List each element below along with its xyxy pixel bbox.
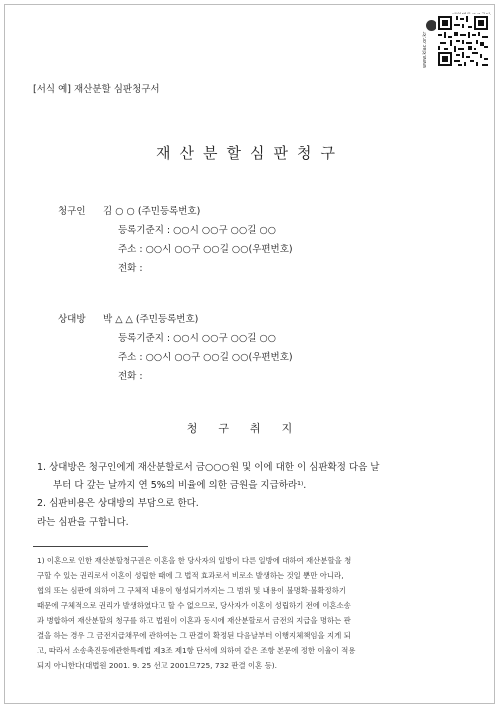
respondent-name: 박 △ △ (주민등록번호) [103, 314, 199, 325]
footnote-line-2: 구할 수 있는 권리로서 이혼이 성립한 때에 그 법적 효과로서 비로소 발생하는 것일 뿐만 아니라, [37, 571, 344, 580]
qr-code-icon [436, 14, 490, 68]
claimant-registered-address: 등록기준지 : ○○시 ○○구 ○○길 ○○ [118, 225, 277, 236]
claimant-name: 김 ○ ○ (주민등록번호) [103, 206, 201, 217]
footnote-line-7: 고, 따라서 소송촉진등에관한특례법 제3조 제1항 단서에 의하여 같은 조항 본문에 정한 이율이 적용 [37, 646, 356, 655]
respondent-registered-address: 등록기준지 : ○○시 ○○구 ○○길 ○○ [118, 333, 277, 344]
respondent-address: 주소 : ○○시 ○○구 ○○길 ○○(우편번호) [118, 352, 293, 363]
footnote-line-6: 결을 하는 경우 그 금전지급채무에 관하여는 그 판결이 확정된 다음날부터 이행지체책임을 지게 되 [37, 631, 351, 640]
document-title: 재산분할심판청구 [156, 144, 344, 162]
purpose-item-1-line-1: 1. 상대방은 청구인에게 재산분할로서 금○○○원 및 이에 대한 이 심판확정 다음 날 [37, 462, 380, 473]
claimant-role: 청구인 [58, 206, 86, 217]
claimant-phone: 전화 : [118, 263, 143, 274]
claimant-address: 주소 : ○○시 ○○구 ○○길 ○○(우편번호) [118, 244, 293, 255]
purpose-closing: 라는 심판을 구합니다. [37, 517, 129, 528]
footnote-line-3: 협의 또는 심판에 의하여 그 구체적 내용이 형성되기까지는 그 범위 및 내용이 불명확·불확정하기 [37, 586, 346, 595]
purpose-item-1-line-2: 부터 다 갚는 날까지 연 5%의 비율에 의한 금원을 지급하라¹⁾. [53, 480, 307, 491]
purpose-heading: 청구취지 [186, 422, 314, 435]
form-label: [서식 예] 재산분할 심판청구서 [33, 84, 160, 95]
footnote-rule [33, 546, 148, 547]
qr-side-text: www.klac.or.kr [422, 31, 428, 68]
respondent-phone: 전화 : [118, 371, 143, 382]
respondent-role: 상대방 [58, 314, 86, 325]
footnote-line-4: 때문에 구체적으로 권리가 발생하였다고 할 수 없으므로, 당사자가 이혼이 성립하기 전에 이혼소송 [37, 601, 351, 610]
footnote-line-8: 되지 아니한다(대법원 2001. 9. 25 선고 2001므725, 732 판결 이혼 등). [37, 661, 277, 670]
footnote-line-1: 1) 이혼으로 인한 재산분할청구권은 이혼을 한 당사자의 일방이 다른 일방에 대하여 재산분할을 청 [37, 556, 352, 565]
footnote-line-5: 과 병합하여 재산분할의 청구를 하고 법원이 이혼과 동시에 재산분할로서 금전의 지급을 명하는 판 [37, 616, 351, 625]
purpose-item-2: 2. 심판비용은 상대방의 부담으로 한다. [37, 498, 199, 509]
qr-code-area [422, 10, 492, 70]
